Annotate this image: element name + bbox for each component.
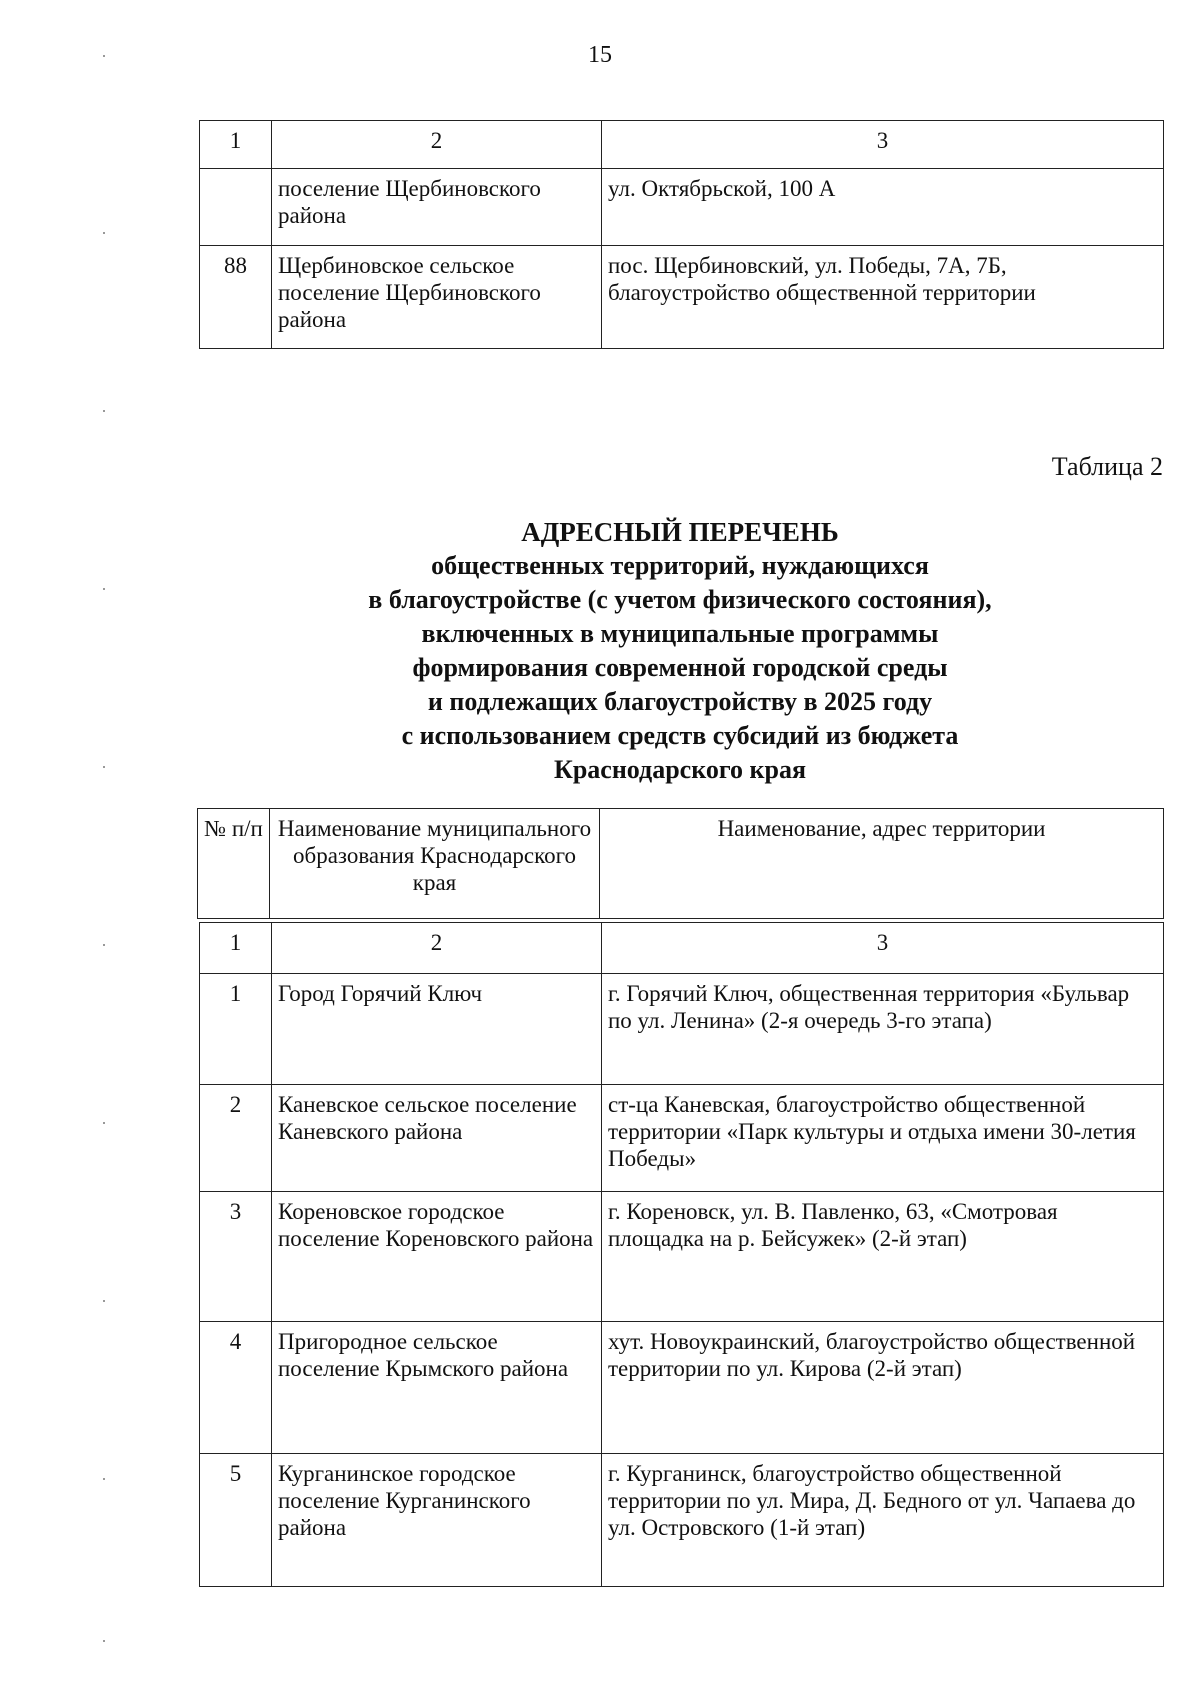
row-number: 88	[200, 246, 272, 349]
heading-line: Краснодарского края	[553, 755, 807, 784]
table-row	[200, 1454, 1164, 1587]
address-cell: г. Кореновск, ул. В. Павленко, 63, «Смотровая площадка на р. Бейсужек» (2-й этап)	[602, 1192, 1164, 1322]
table-row	[200, 1192, 1164, 1322]
row-number: 3	[200, 1192, 272, 1322]
column-number-row	[200, 923, 1164, 974]
header-address: Наименование, адрес территории	[600, 809, 1164, 919]
column-number: 2	[272, 121, 602, 169]
table-row	[200, 974, 1164, 1085]
header-num: № п/п	[198, 809, 270, 919]
municipality-cell: Пригородное сельское поселение Крымского района	[272, 1322, 602, 1454]
heading-line: включенных в муниципальные программы	[421, 619, 939, 648]
column-number: 3	[602, 121, 1164, 169]
address-cell: ст-ца Каневская, благоустройство общественной территории «Парк культуры и отдыха имени 30-летия Победы»	[602, 1085, 1164, 1192]
address-cell: хут. Новоукраинский, благоустройство общественной территории по ул. Кирова (2-й этап)	[602, 1322, 1164, 1454]
municipality-cell: поселение Щербиновского района	[272, 169, 602, 246]
scan-mark	[103, 232, 105, 234]
scan-mark	[103, 944, 105, 946]
address-cell: пос. Щербиновский, ул. Победы, 7А, 7Б, благоустройство общественной территории	[602, 246, 1164, 349]
scan-mark	[103, 1122, 105, 1124]
column-number: 3	[602, 923, 1164, 974]
row-number: 5	[200, 1454, 272, 1587]
scan-mark	[103, 766, 105, 768]
column-number: 1	[200, 121, 272, 169]
heading-title: АДРЕСНЫЙ ПЕРЕЧЕНЬ	[521, 517, 839, 547]
address-cell: г. Горячий Ключ, общественная территория «Бульвар по ул. Ленина» (2-я очередь 3-го этапа)	[602, 974, 1164, 1085]
row-number: 1	[200, 974, 272, 1085]
table2-header	[197, 808, 1164, 919]
table-row	[200, 1322, 1164, 1454]
page-number: 15	[588, 42, 612, 68]
document-heading	[200, 515, 1160, 787]
municipality-cell: Щербиновское сельское поселение Щербиновского района	[272, 246, 602, 349]
table-label: Таблица 2	[1051, 452, 1163, 481]
scan-mark	[103, 55, 105, 57]
column-number-row	[200, 121, 1164, 169]
row-number: 4	[200, 1322, 272, 1454]
continuation-table	[199, 120, 1164, 349]
heading-line: и подлежащих благоустройству в 2025 году	[427, 687, 933, 716]
column-number: 2	[272, 923, 602, 974]
municipality-cell: Каневское сельское поселение Каневского района	[272, 1085, 602, 1192]
header-row	[198, 809, 1164, 919]
header-municipality: Наименование муниципального образования Краснодарского края	[270, 809, 600, 919]
scan-mark	[103, 1478, 105, 1480]
heading-line: общественных территорий, нуждающихся	[431, 551, 929, 580]
heading-line: формирования современной городской среды	[412, 653, 948, 682]
scan-mark	[103, 1300, 105, 1302]
row-number	[200, 169, 272, 246]
scan-mark	[103, 410, 105, 412]
table-row	[200, 169, 1164, 246]
scan-mark	[103, 588, 105, 590]
address-cell: ул. Октябрьской, 100 А	[602, 169, 1164, 246]
table-row	[200, 1085, 1164, 1192]
municipality-cell: Курганинское городское поселение Курганинского района	[272, 1454, 602, 1587]
address-list-table	[199, 922, 1164, 1587]
address-cell: г. Курганинск, благоустройство общественной территории по ул. Мира, Д. Бедного от ул. Чапаева до ул. Островского (1-й этап)	[602, 1454, 1164, 1587]
municipality-cell: Кореновское городское поселение Кореновского района	[272, 1192, 602, 1322]
table-row	[200, 246, 1164, 349]
column-number: 1	[200, 923, 272, 974]
municipality-cell: Город Горячий Ключ	[272, 974, 602, 1085]
row-number: 2	[200, 1085, 272, 1192]
heading-line: в благоустройстве (с учетом физического состояния),	[368, 585, 992, 614]
heading-line: с использованием средств субсидий из бюджета	[401, 721, 959, 750]
scan-mark	[103, 1640, 105, 1642]
